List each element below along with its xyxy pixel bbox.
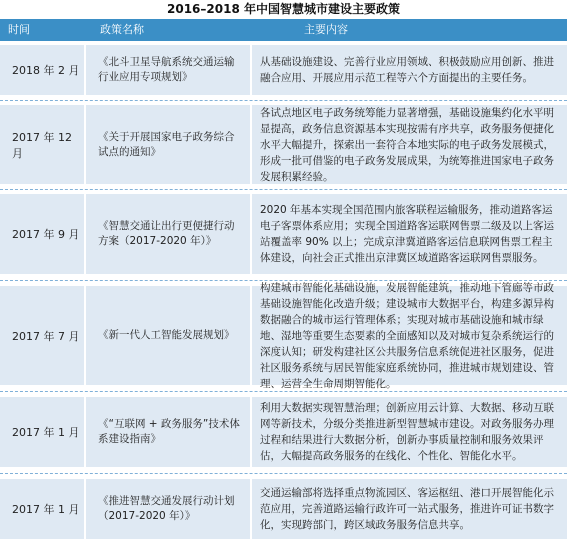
row-time: 2017 年 9 月 [0, 194, 84, 274]
column-header-name: 政策名称 [100, 23, 144, 36]
row-content: 利用大数据实现智慧治理；创新应用云计算、大数据、移动互联网等新技术，分级分类推进新型智慧城市建设。对政务服务办理过程和结果进行大数据分析，创新办事质量控制和服务效果评估，大幅提高政务服务的在线化、个性化、智能化水平。 [252, 397, 567, 467]
column-header-time: 时间 [8, 23, 30, 36]
table-row [0, 393, 567, 471]
row-policy-name: 《关于开展国家电子政务综合试点的通知》 [86, 105, 250, 184]
row-time: 2017 年 7 月 [0, 286, 84, 385]
table-row [0, 282, 567, 389]
row-time: 2017 年 12 月 [0, 105, 84, 184]
row-content: 各试点地区电子政务统筹能力显著增强，基础设施集约化水平明显提高，政务信息资源基本实现按需有序共享，政务服务便捷化水平大幅提升，探索出一套符合本地实际的电子政务发展模式，形成一批可借鉴的电子政务发展成果，为统筹推进国家电子政务发展积累经验。 [252, 105, 567, 184]
row-divider [0, 391, 567, 392]
page-title: 2016–2018 年中国智慧城市建设主要政策 [167, 2, 400, 16]
column-header-content: 主要内容 [304, 23, 348, 36]
row-time: 2018 年 2 月 [0, 45, 84, 95]
row-policy-name: 《北斗卫星导航系统交通运输行业应用专项规划》 [86, 45, 250, 95]
table-row [0, 475, 567, 543]
row-policy-name: 《新一代人工智能发展规划》 [86, 286, 250, 385]
row-content: 交通运输部将选择重点物流园区、客运枢纽、港口开展智能化示范应用，完善道路运输行政许可一站式服务，推进许可证书数字化，实现跨部门，跨区域政务服务信息共享。 [252, 479, 567, 539]
table-row [0, 41, 567, 99]
row-policy-name: 《智慧交通让出行更便捷行动方案（2017-2020 年）》 [86, 194, 250, 274]
row-content: 构建城市智能化基础设施，发展智能建筑，推动地下管廊等市政基础设施智能化改造升级；建设城市大数据平台，构建多源异构数据融合的城市运行管理体系；实现对城市基础设施和城市绿地、湿地等重要生态要素的全面感知以及对城市复杂系统运行的深度认知；研发构建社区公共服务信息系统促进社区服务，促进社区服务系统与居民智能家庭系统协同，推进城市规划建设、管理、运营全生命周期智能化。 [252, 286, 567, 385]
row-time: 2017 年 1 月 [0, 397, 84, 467]
row-policy-name: 《推进智慧交通发展行动计划（2017-2020 年）》 [86, 479, 250, 539]
row-policy-name: 《“互联网 + 政务服务”技术体系建设指南》 [86, 397, 250, 467]
table-row [0, 190, 567, 278]
row-content: 从基础设施建设、完善行业应用领域、积极鼓励应用创新、推进融合应用、开展应用示范工程等六个方面提出的主要任务。 [252, 45, 567, 95]
table-row [0, 101, 567, 188]
table-header [0, 19, 567, 41]
row-divider [0, 473, 567, 474]
row-content: 2020 年基本实现全国范围内旅客联程运输服务，推动道路客运电子客票体系应用；实现全国道路客运联网售票二级及以上客运站覆盖率 90% 以上；完成京津冀道路客运信息联网售票工程主体建设，向社会正式推出京津冀区域道路客运联网售票服务。 [252, 194, 567, 274]
row-time: 2017 年 1 月 [0, 479, 84, 539]
